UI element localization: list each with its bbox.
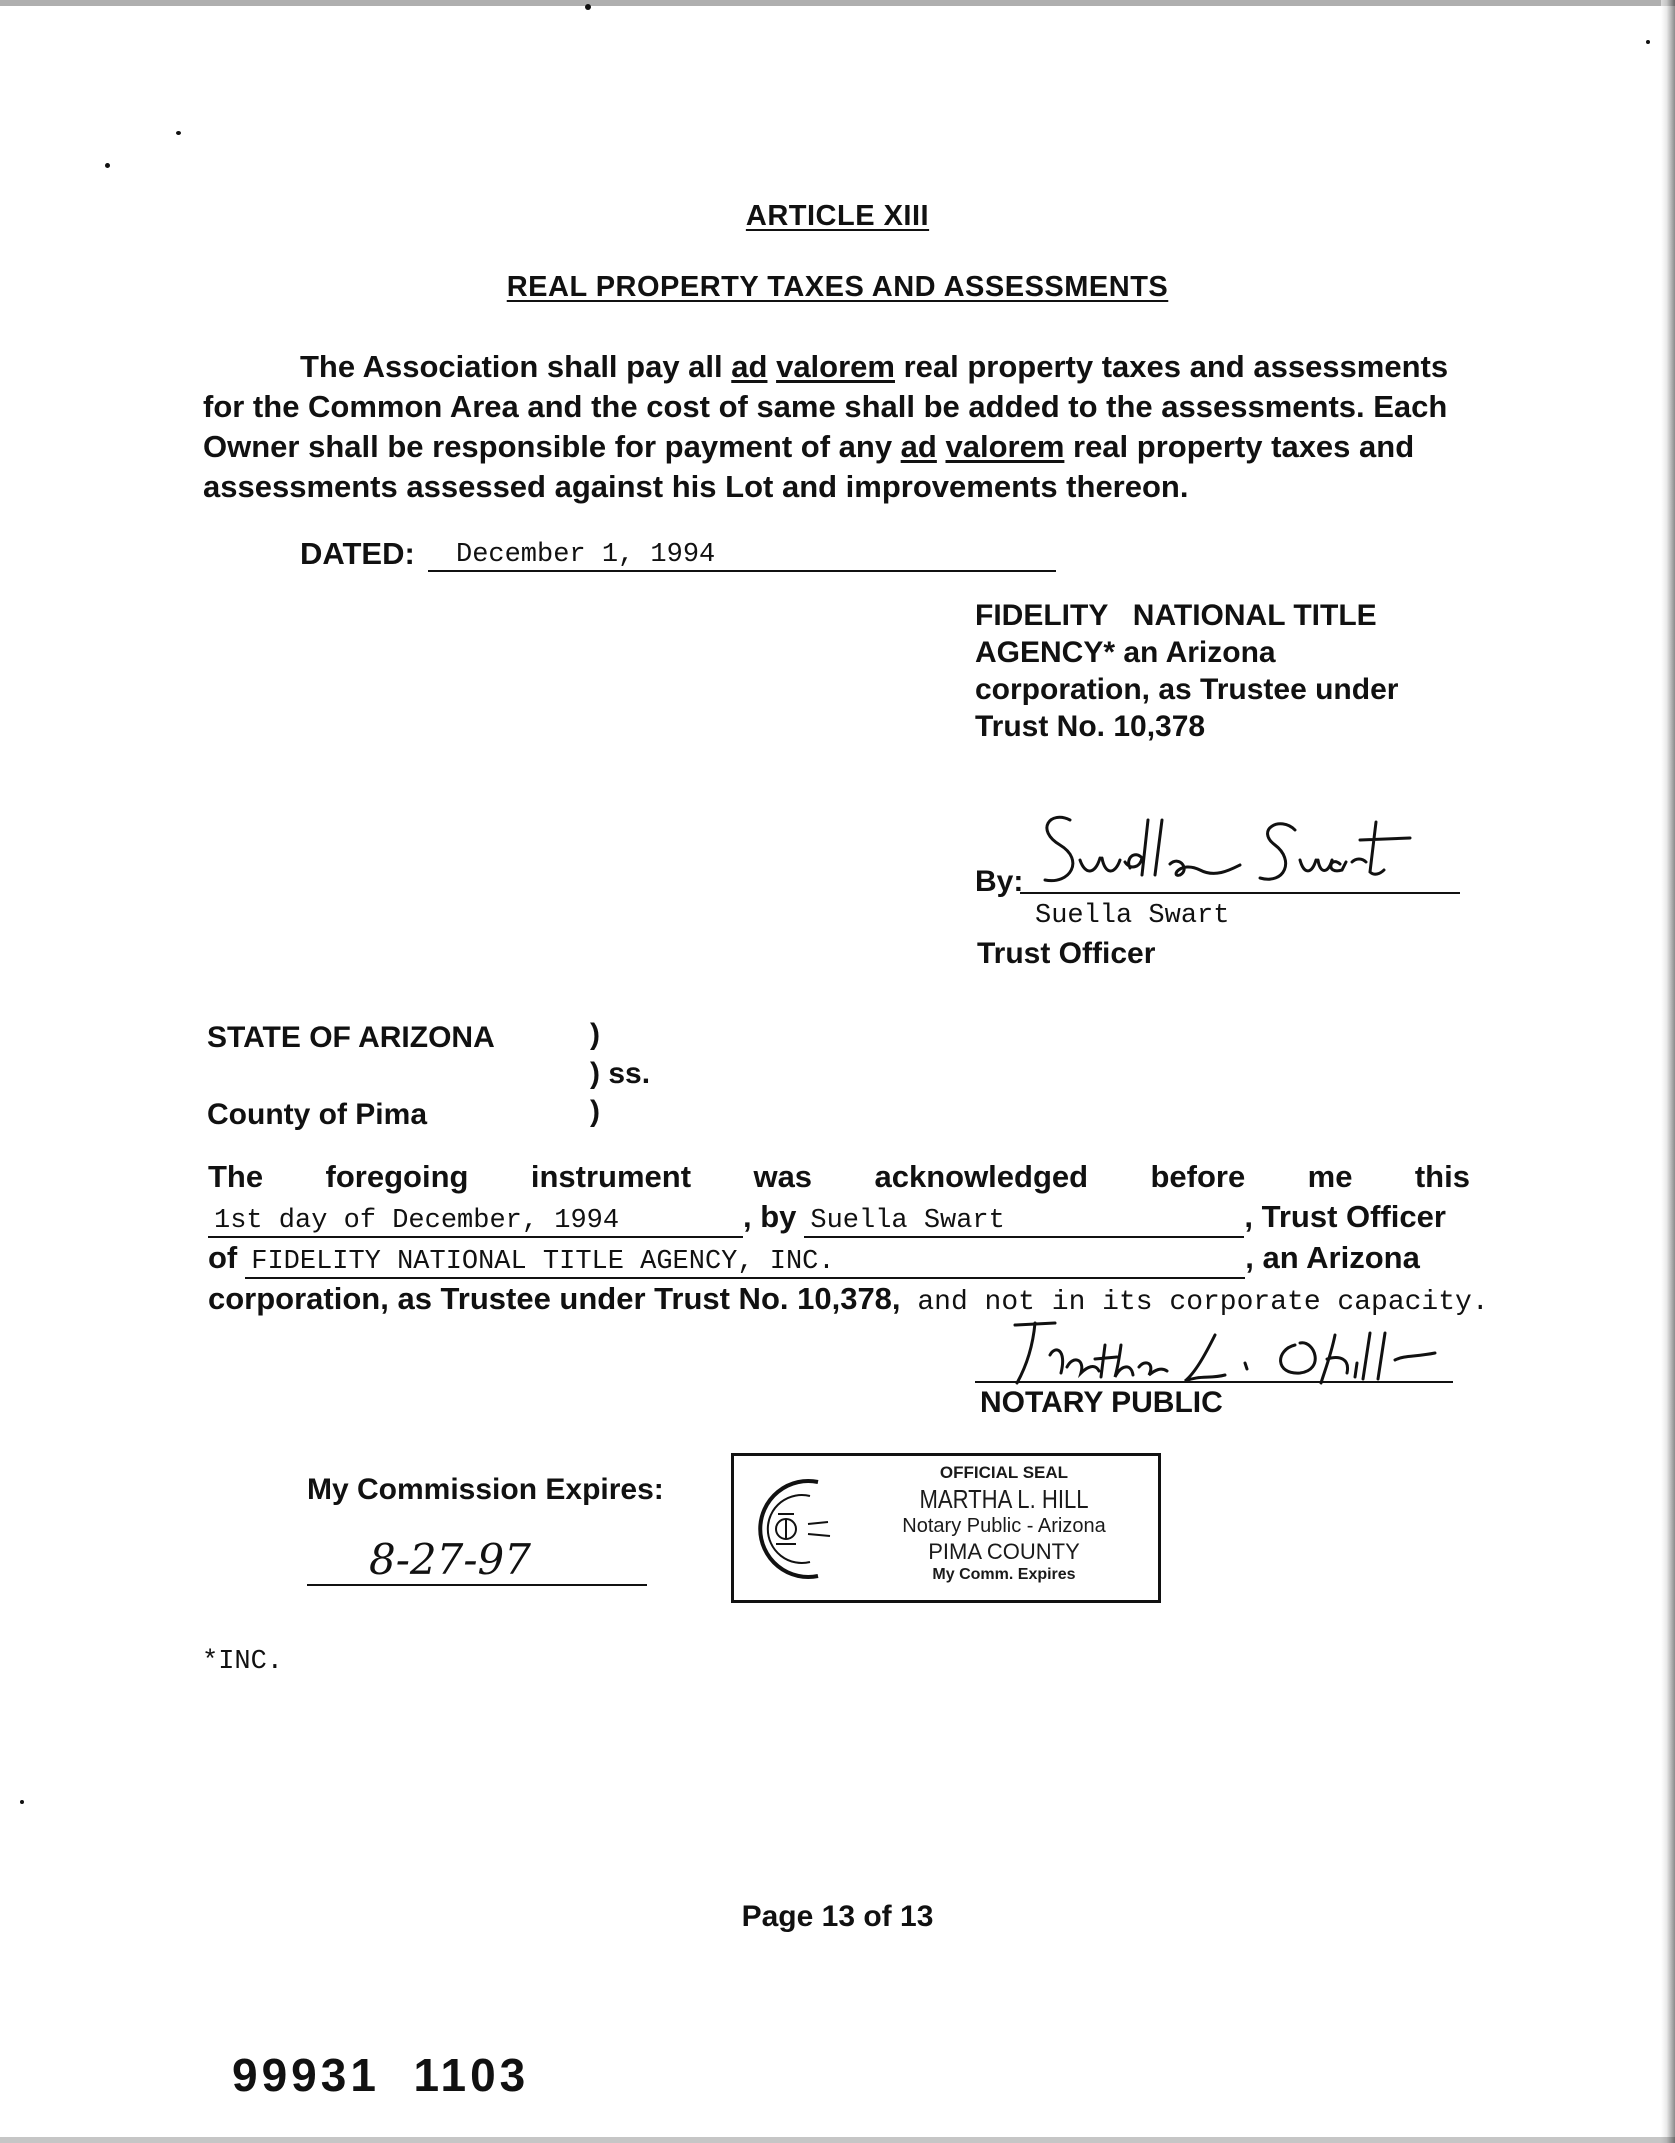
trustee-line-2: AGENCY* an Arizona [975,636,1276,669]
ack-line-2: 1st day of December, 1994 , by Suella Swart , Trust Officer [208,1197,1470,1238]
seal-line-2: MARTHA L. HILL [919,1484,1089,1514]
trustee-line-3: corporation, as Trustee under [975,673,1399,706]
seal-line-5: My Comm. Expires [932,1566,1076,1583]
arizona-seal-emblem [748,1474,853,1584]
venue-county: County of Pima [207,1098,428,1131]
scan-edge-right [1661,0,1675,2143]
commission-line [307,1584,647,1586]
commission-label: My Commission Expires: [307,1473,664,1506]
notary-signature [995,1315,1465,1390]
seal-line-1: OFFICIAL SEAL [939,1463,1069,1482]
commission-date: 8-27-97 [369,1535,531,1584]
trustee-line-4: Trust No. 10,378 [975,710,1206,743]
seal-line-4: PIMA COUNTY [928,1539,1080,1564]
footnote: *INC. [202,1647,284,1677]
seal-text [854,1462,1154,1586]
seal-line-3: Notary Public - Arizona [902,1515,1106,1537]
venue-state: STATE OF ARIZONA [207,1021,495,1054]
body-line-1: The Association shall pay all ad valorem real property taxes and assessments [300,349,1449,384]
notary-seal [731,1453,1161,1603]
venue-paren-3: ) [590,1095,600,1128]
ack-line-4: corporation, as Trustee under Trust No. 10,378, and not in its corporate capacity. [208,1281,1489,1318]
document-code: 99931 1103 [232,2049,530,2101]
body-line-3: Owner shall be responsible for payment of any ad valorem real property taxes and [203,429,1415,464]
scan-edge-top [0,0,1675,6]
signer-title: Trust Officer [977,937,1156,970]
scan-speck [20,1800,24,1804]
signer-name: Suella Swart [1035,901,1230,931]
scan-speck [585,4,591,10]
scan-speck [176,131,181,135]
acknowledgment-block [208,1157,1489,1323]
ack-signer-field: Suella Swart [804,1206,1244,1238]
ack-line-3: of FIDELITY NATIONAL TITLE AGENCY, INC. , an Arizona [208,1240,1420,1277]
section-title: REAL PROPERTY TAXES AND ASSESSMENTS [506,271,1169,303]
scan-speck [105,163,110,168]
scan-edge-bottom [0,2137,1675,2143]
page-number: Page 13 of 13 [741,1900,934,1933]
dated-value: December 1, 1994 [428,540,1056,572]
ack-company-field: FIDELITY NATIONAL TITLE AGENCY, INC. [245,1247,1245,1279]
notary-signature-line [975,1381,1453,1383]
trustee-block [975,597,1398,745]
article-heading: ARTICLE XIII [745,200,930,232]
venue-paren-1: ) [590,1018,600,1051]
ack-day-field: 1st day of December, 1994 [208,1206,743,1238]
trustee-line-1: FIDELITY NATIONAL TITLE [975,599,1377,632]
notary-label: NOTARY PUBLIC [980,1386,1223,1419]
venue-ss: ) ss. [590,1057,651,1090]
dated-label: DATED: [300,536,415,571]
body-line-2: for the Common Area and the cost of same shall be added to the assessments. Each [203,389,1448,424]
commission-date-handwritten [365,1532,575,1587]
by-label: By: [975,865,1024,898]
trust-officer-signature [1030,800,1450,900]
scan-speck [1646,40,1650,44]
signature-line [1020,892,1460,894]
ack-line-1: The foregoing instrument was acknowledged before me this [208,1159,1470,1194]
article-body [203,347,1455,507]
body-line-4: assessments assessed against his Lot and improvements thereon. [203,469,1189,504]
